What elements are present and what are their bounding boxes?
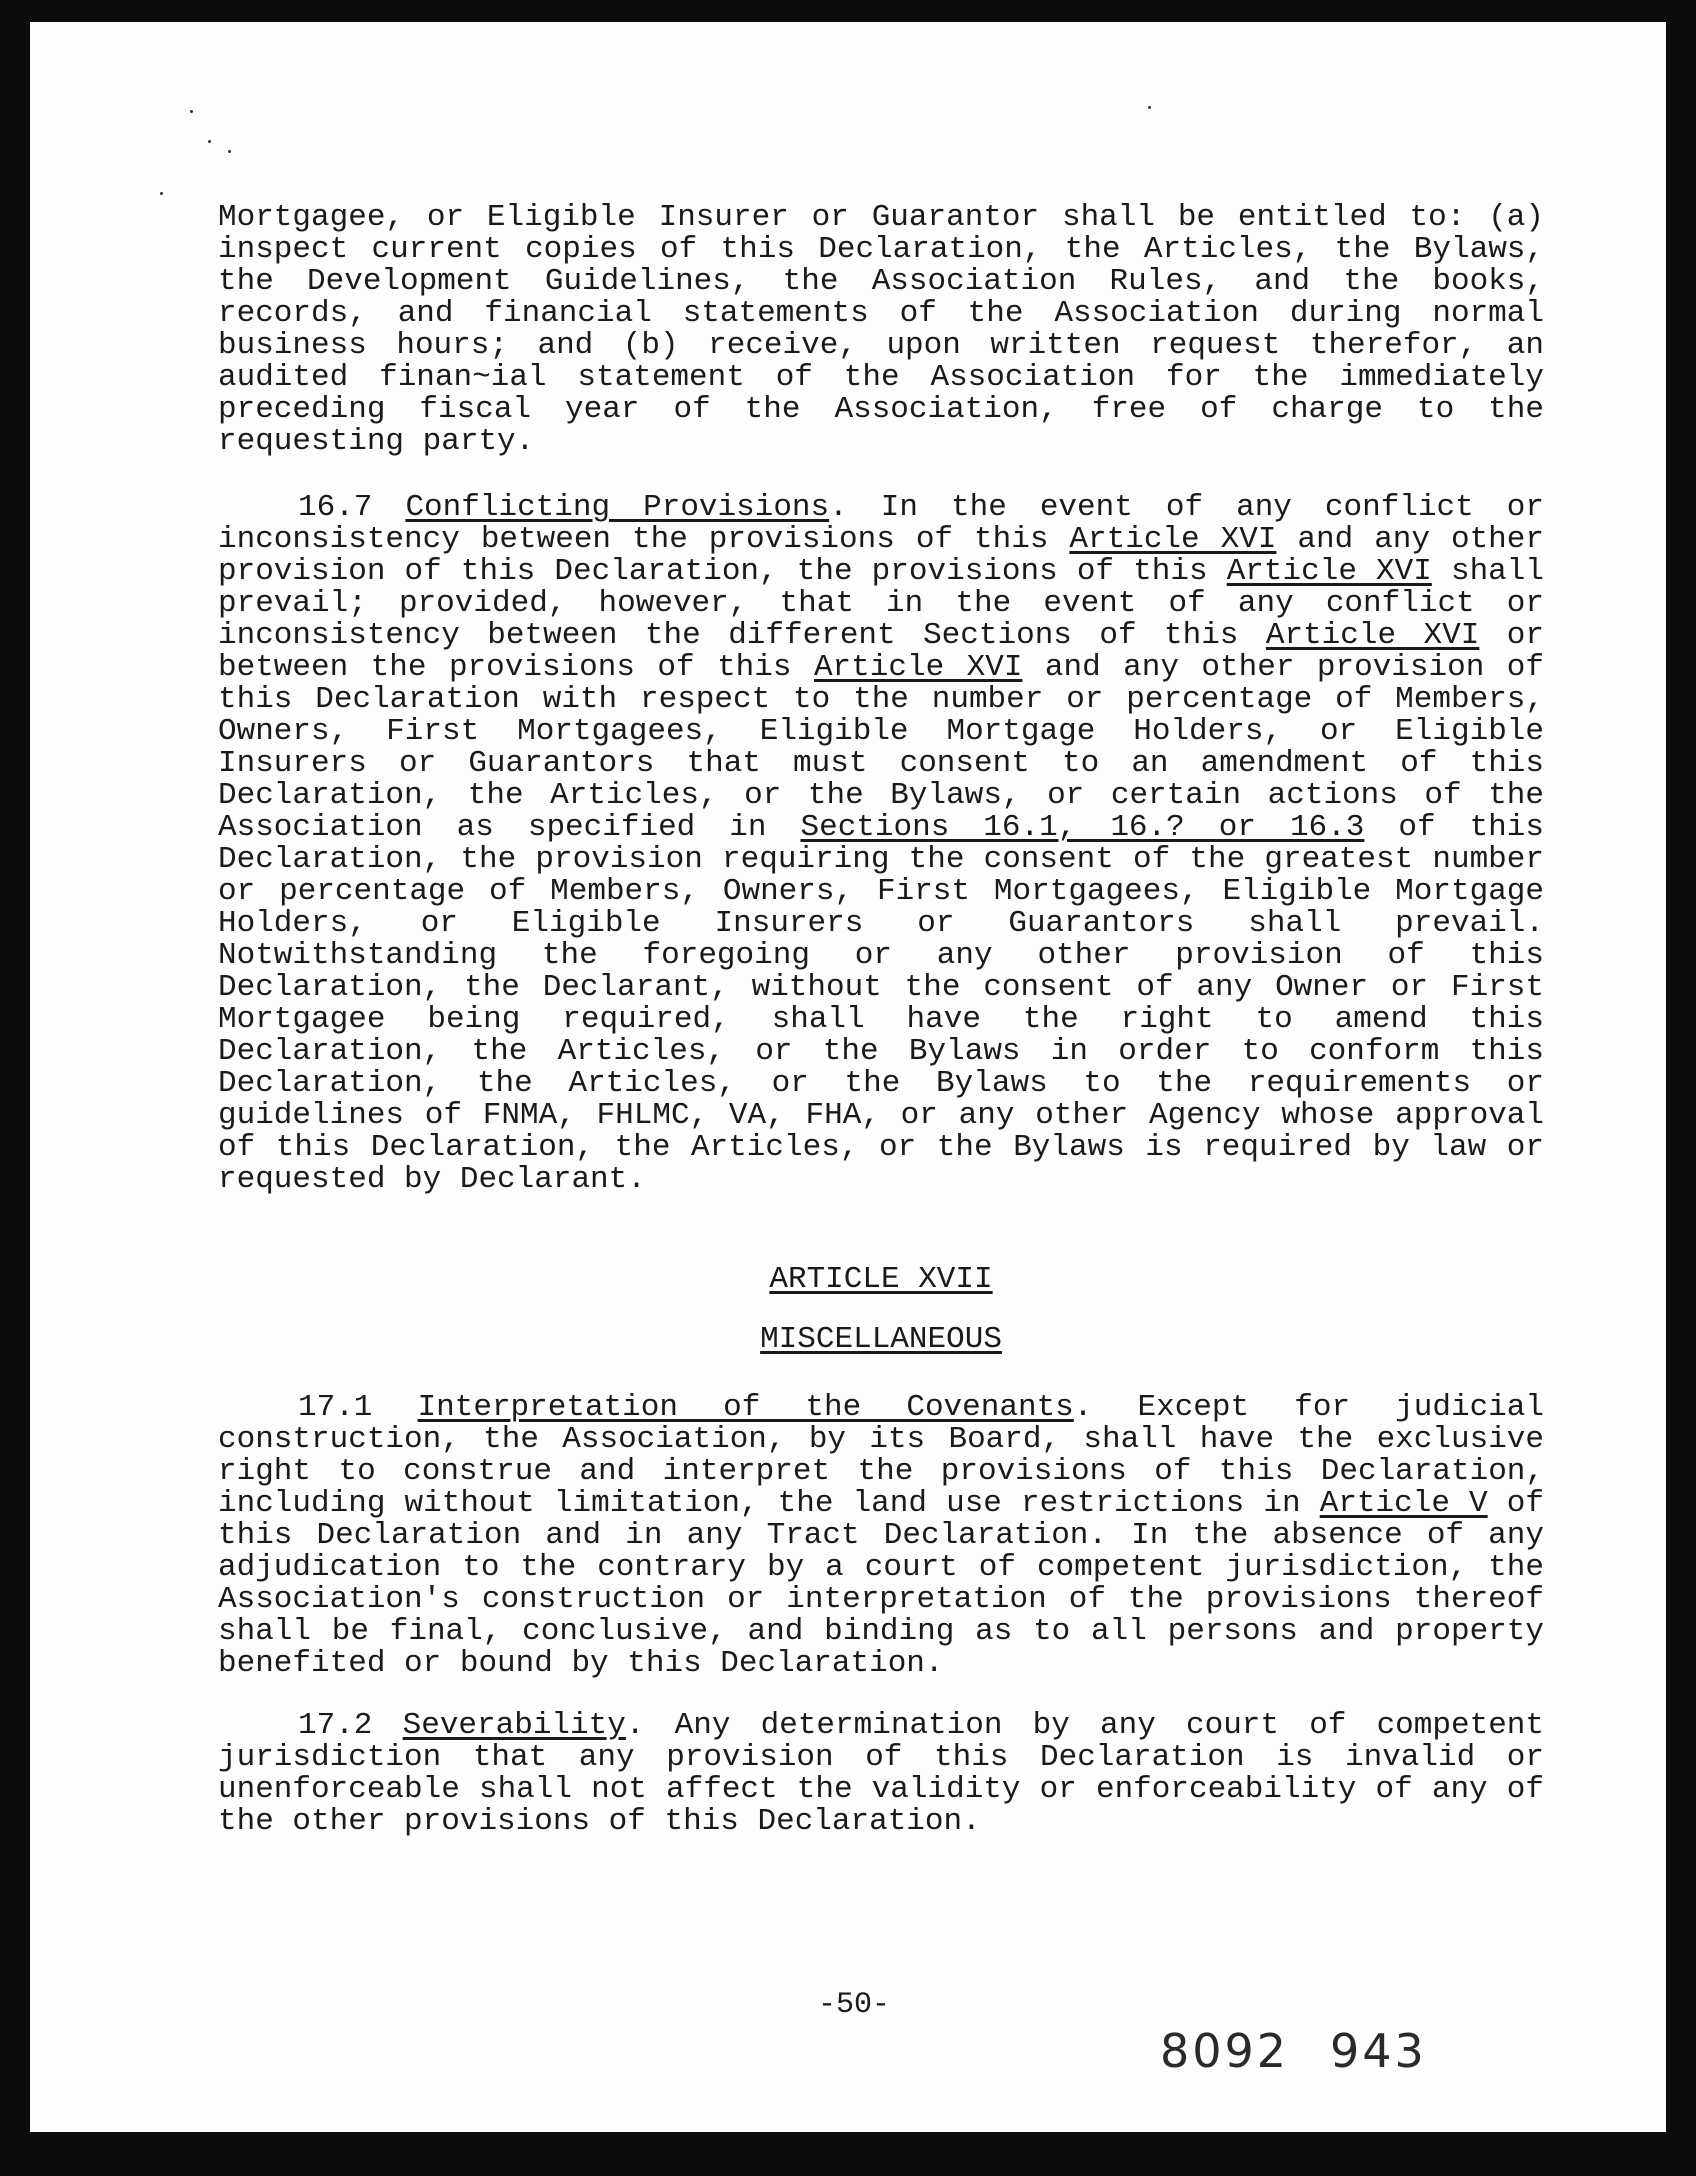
document-page <box>30 22 1666 2132</box>
page-number: -50- <box>818 1988 891 2022</box>
section-number: 17.2 <box>298 1708 373 1743</box>
section-number: 17.1 <box>298 1390 373 1425</box>
scan-speck <box>160 192 163 195</box>
paragraph-text: and any other provision of this Declaration, the provisions of this <box>218 522 1544 589</box>
paragraph-17-2 <box>218 1710 1544 1838</box>
scan-border-bottom <box>0 2132 1696 2176</box>
article-reference: Article V <box>1319 1486 1488 1521</box>
document-stamp-number: 8092 <box>1160 2024 1290 2078</box>
paragraph-access-records: Mortgagee, or Eligible Insurer or Guarantor shall be entitled to: (a) inspect current copies of this Declaration, the Articles, the Bylaws, the Development Guidelines, the Association Rules, and the books, records, and financial statements of the Association during normal business hours; and (b) receive, upon written request therefor, an audited finan~ial statement of the Association for the immediately preceding fiscal year of the Association, free of charge to the requesting party. <box>218 200 1544 459</box>
document-stamp-page: 943 <box>1330 2024 1427 2078</box>
section-number: 16.7 <box>298 490 373 525</box>
sections-reference: Sections 16.1, 16.? or 16.3 <box>800 810 1365 845</box>
paragraph-text: . Except for judicial construction, the Association, by its Board, shall have the exclusive right to construe and interpret the provisions of this Declaration, including without limitation, the land use restrictions in <box>218 1390 1544 1521</box>
paragraph-text: of this Declaration, the provision requiring the consent of the greatest number or percentage of Members, Owners, First Mortgagees, Eligible Mortgage Holders, or Eligible Insurers or Guarantors shall prevail. Notwithstanding the foregoing or any other provision of this Declaration, the Declarant, without the consent of any Owner or First Mortgagee being required, shall have the right to amend this Declaration, the Articles, or the Bylaws in order to conform this Declaration, the Articles, or the Bylaws to the requirements or guidelines of FNMA, FHLMC, VA, FHA, or any other Agency whose approval of this Declaration, the Articles, or the Bylaws is required by law or requested by Declarant. <box>218 810 1544 1197</box>
paragraph-text: and any other provision of this Declaration with respect to the number or percentage of Members, Owners, First Mortgagees, Eligible Mortgage Holders, or Eligible Insurers or Guarantors that must consent to an amendment of this Declaration, the Articles, or the Bylaws, or certain actions of the Association as specified in <box>218 650 1544 845</box>
paragraph-17-1 <box>218 1392 1544 1680</box>
scan-speck <box>190 110 193 113</box>
scan-border-right <box>1666 0 1696 2176</box>
article-title: ARTICLE XVII <box>769 1262 993 1297</box>
paragraph-text: . Any determination by any court of competent jurisdiction that any provision of this Declaration is invalid or unenforceable shall not affect the validity or enforceability of any of the other provisions of this Declaration. <box>218 1708 1545 1839</box>
paragraph-text: shall prevail; provided, however, that in the event of any conflict or inconsistency between the different Sections of this <box>218 554 1544 653</box>
section-heading: Interpretation of the Covenants <box>417 1390 1074 1425</box>
article-reference: Article XVI <box>813 650 1023 685</box>
paragraph-text: . In the event of any conflict or inconsistency between the provisions of this <box>218 490 1544 557</box>
article-reference: Article XVI <box>1226 554 1432 589</box>
section-heading: Conflicting Provisions <box>405 490 830 525</box>
scan-border-top <box>0 0 1696 22</box>
scan-border-left <box>0 0 30 2176</box>
section-heading: Severability <box>402 1708 626 1743</box>
article-subtitle: MISCELLANEOUS <box>760 1322 1002 1357</box>
paragraph-text: or between the provisions of this <box>218 618 1544 685</box>
scan-speck <box>1148 106 1151 109</box>
article-reference: Article XVI <box>1265 618 1480 653</box>
body-text-top <box>218 202 1544 458</box>
article-reference: Article XVI <box>1069 522 1277 557</box>
section-17-1 <box>218 1392 1544 1680</box>
paragraph-16-7 <box>218 492 1544 1196</box>
scan-speck <box>208 140 211 143</box>
section-16-7 <box>218 492 1544 1196</box>
paragraph-text: of this Declaration and in any Tract Declaration. In the absence of any adjudication to the contrary by a court of competent jurisdiction, the Association's construction or interpretation of the provisions thereof shall be final, conclusive, and binding as to all persons and property benefited or bound by this Declaration. <box>218 1486 1544 1681</box>
section-17-2 <box>218 1710 1544 1838</box>
scan-speck <box>228 150 231 153</box>
